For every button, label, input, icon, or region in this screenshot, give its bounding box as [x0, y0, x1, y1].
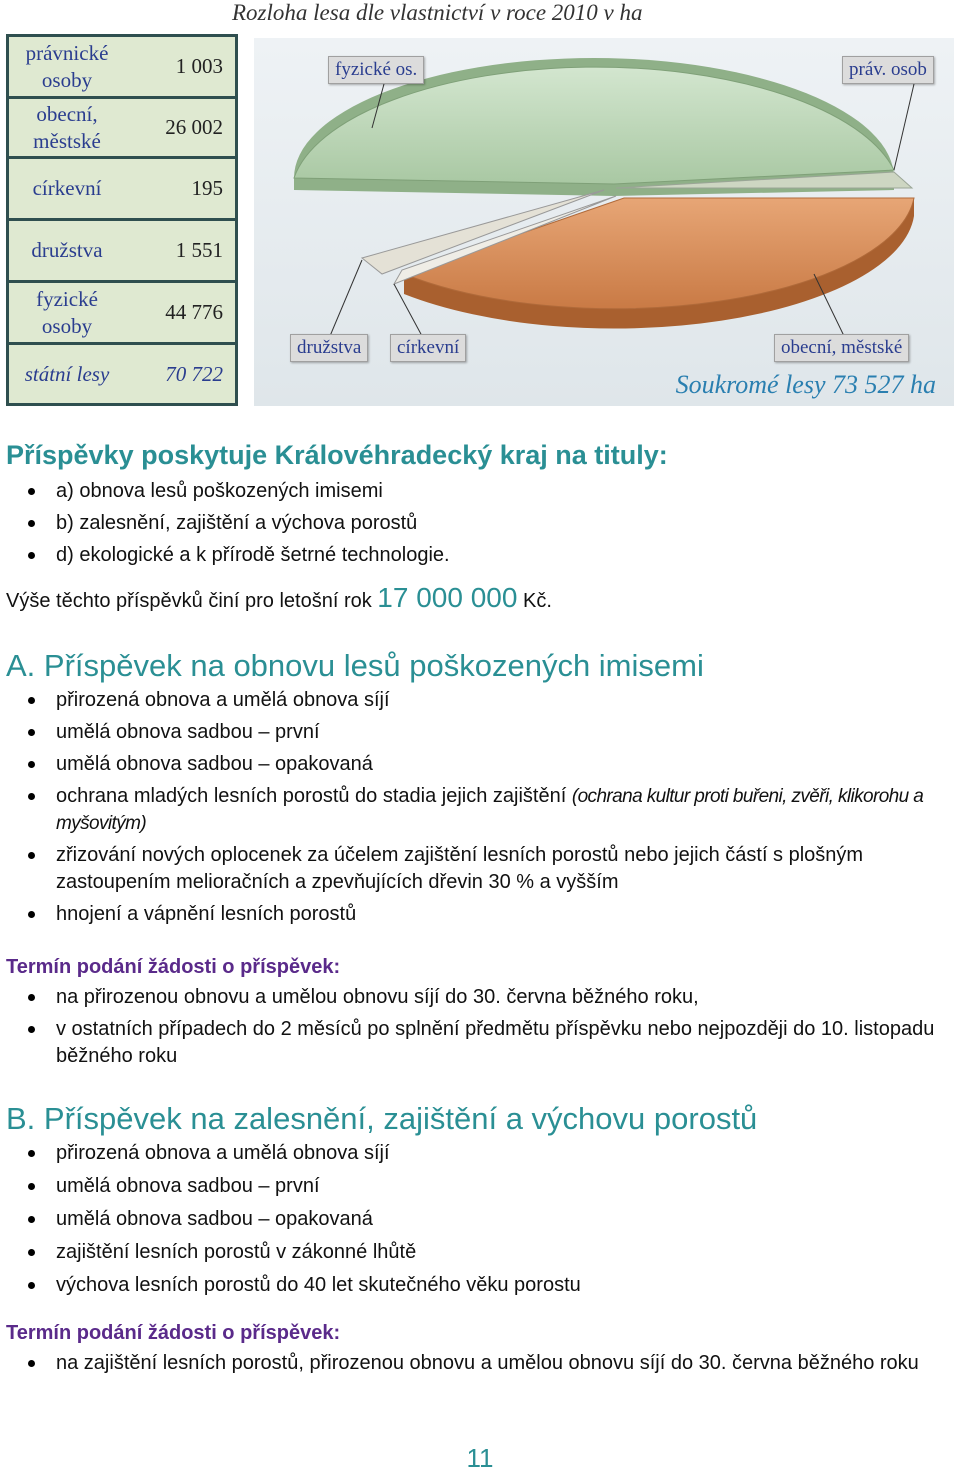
- pie-chart: [254, 38, 954, 406]
- leader-line: [894, 84, 914, 170]
- table-row-value: 26 002: [165, 115, 223, 139]
- list-item: umělá obnova sadbou – první: [0, 1173, 956, 1200]
- list-item: b) zalesnění, zajištění a výchova porostů: [0, 510, 956, 537]
- list-item: přirozená obnova a umělá obnova síjí: [0, 687, 956, 714]
- intro-heading: Příspěvky poskytuje Královéhradecký kraj na tituly:: [6, 440, 668, 470]
- table-row: [9, 345, 235, 403]
- amount-prefix: Výše těchto příspěvků činí pro letošní rok: [6, 590, 372, 612]
- ownership-table: [6, 34, 238, 406]
- list-item: umělá obnova sadbou – první: [0, 719, 956, 746]
- chart-subtitle: Soukromé lesy 73 527 ha: [675, 370, 936, 399]
- list-item: na zajištění lesních porostů, přirozenou obnovu a umělou obnovu síjí do 30. června běžného roku: [0, 1350, 956, 1377]
- table-row: [9, 99, 235, 159]
- table-row-label: družstva: [31, 238, 103, 262]
- list-item: d) ekologické a k přírodě šetrné technologie.: [0, 542, 956, 569]
- list-item: umělá obnova sadbou – opakovaná: [0, 1206, 956, 1233]
- list-item: hnojení a vápnění lesních porostů: [0, 901, 956, 928]
- table-row-label: obecní, městské: [33, 101, 101, 153]
- amount-value: 17 000 000: [377, 582, 518, 613]
- section-a-deadline-list: [0, 984, 956, 1070]
- table-row-value: 44 776: [165, 300, 223, 324]
- page-number: 11: [466, 1443, 494, 1473]
- table-row: [9, 221, 235, 283]
- slice-label-prav: práv. osob: [842, 56, 934, 84]
- amount-suffix: Kč.: [523, 590, 552, 612]
- slice-label-fyzicke: fyzické os.: [328, 56, 424, 84]
- intro-list: [0, 478, 956, 569]
- section-a-list: [0, 687, 956, 928]
- table-row-value: 1 003: [175, 54, 223, 78]
- table-row-value: 70 722: [165, 361, 223, 386]
- list-item: zřizování nových oplocenek za účelem zajištění lesních porostů nebo jejich částí s plošným zastoupením melioračních a zpevňujících dřevin 30 % a vyšším: [0, 842, 956, 896]
- section-b-deadline-heading: Termín podání žádosti o příspěvek:: [6, 1322, 341, 1344]
- list-item-note: (ochrana kultur proti buřeni, zvěři, klikorohu a myšovitým): [56, 786, 924, 834]
- section-b-deadline-list: [0, 1350, 956, 1377]
- table-row-value: 1 551: [175, 238, 223, 262]
- table-row: [9, 37, 235, 99]
- chart-title: Rozloha lesa dle vlastnictví v roce 2010 v ha: [232, 0, 643, 25]
- table-row-value: 195: [191, 176, 223, 200]
- list-item: výchova lesních porostů do 40 let skutečného věku porostu: [0, 1272, 956, 1299]
- slice-label-druzstva: družstva: [290, 334, 368, 362]
- table-row-label: státní lesy: [24, 361, 110, 386]
- table-row-label: církevní: [32, 176, 102, 200]
- list-item: a) obnova lesů poškozených imisemi: [0, 478, 956, 505]
- table-row-label: fyzické osoby: [36, 286, 98, 338]
- table-row: [9, 283, 235, 345]
- section-a-deadline-heading: Termín podání žádosti o příspěvek:: [6, 956, 341, 978]
- section-b-list: [0, 1140, 956, 1299]
- section-b-heading: B. Příspěvek na zalesnění, zajištění a výchovu porostů: [6, 1101, 758, 1136]
- table-row: [9, 159, 235, 221]
- slice-label-obecni: obecní, městské: [774, 334, 909, 362]
- table-row-label: právnické osoby: [25, 40, 109, 92]
- section-a-heading: A. Příspěvek na obnovu lesů poškozených imisemi: [6, 648, 704, 683]
- list-item: na přirozenou obnovu a umělou obnovu síjí do 30. června běžného roku,: [0, 984, 956, 1011]
- leader-line: [330, 260, 362, 336]
- list-item: zajištění lesních porostů v zákonné lhůtě: [0, 1239, 956, 1266]
- slice-label-cirkevni: církevní: [390, 334, 466, 362]
- amount-line: [6, 582, 552, 614]
- list-item: v ostatních případech do 2 měsíců po splnění předmětu příspěvku nebo nejpozději do 10. listopadu běžného roku: [0, 1016, 956, 1070]
- list-item-text: ochrana mladých lesních porostů do stadia jejich zajištění: [56, 785, 567, 807]
- list-item: přirozená obnova a umělá obnova síjí: [0, 1140, 956, 1167]
- list-item: [0, 783, 956, 837]
- slice-obecni: [404, 198, 914, 309]
- list-item: umělá obnova sadbou – opakovaná: [0, 751, 956, 778]
